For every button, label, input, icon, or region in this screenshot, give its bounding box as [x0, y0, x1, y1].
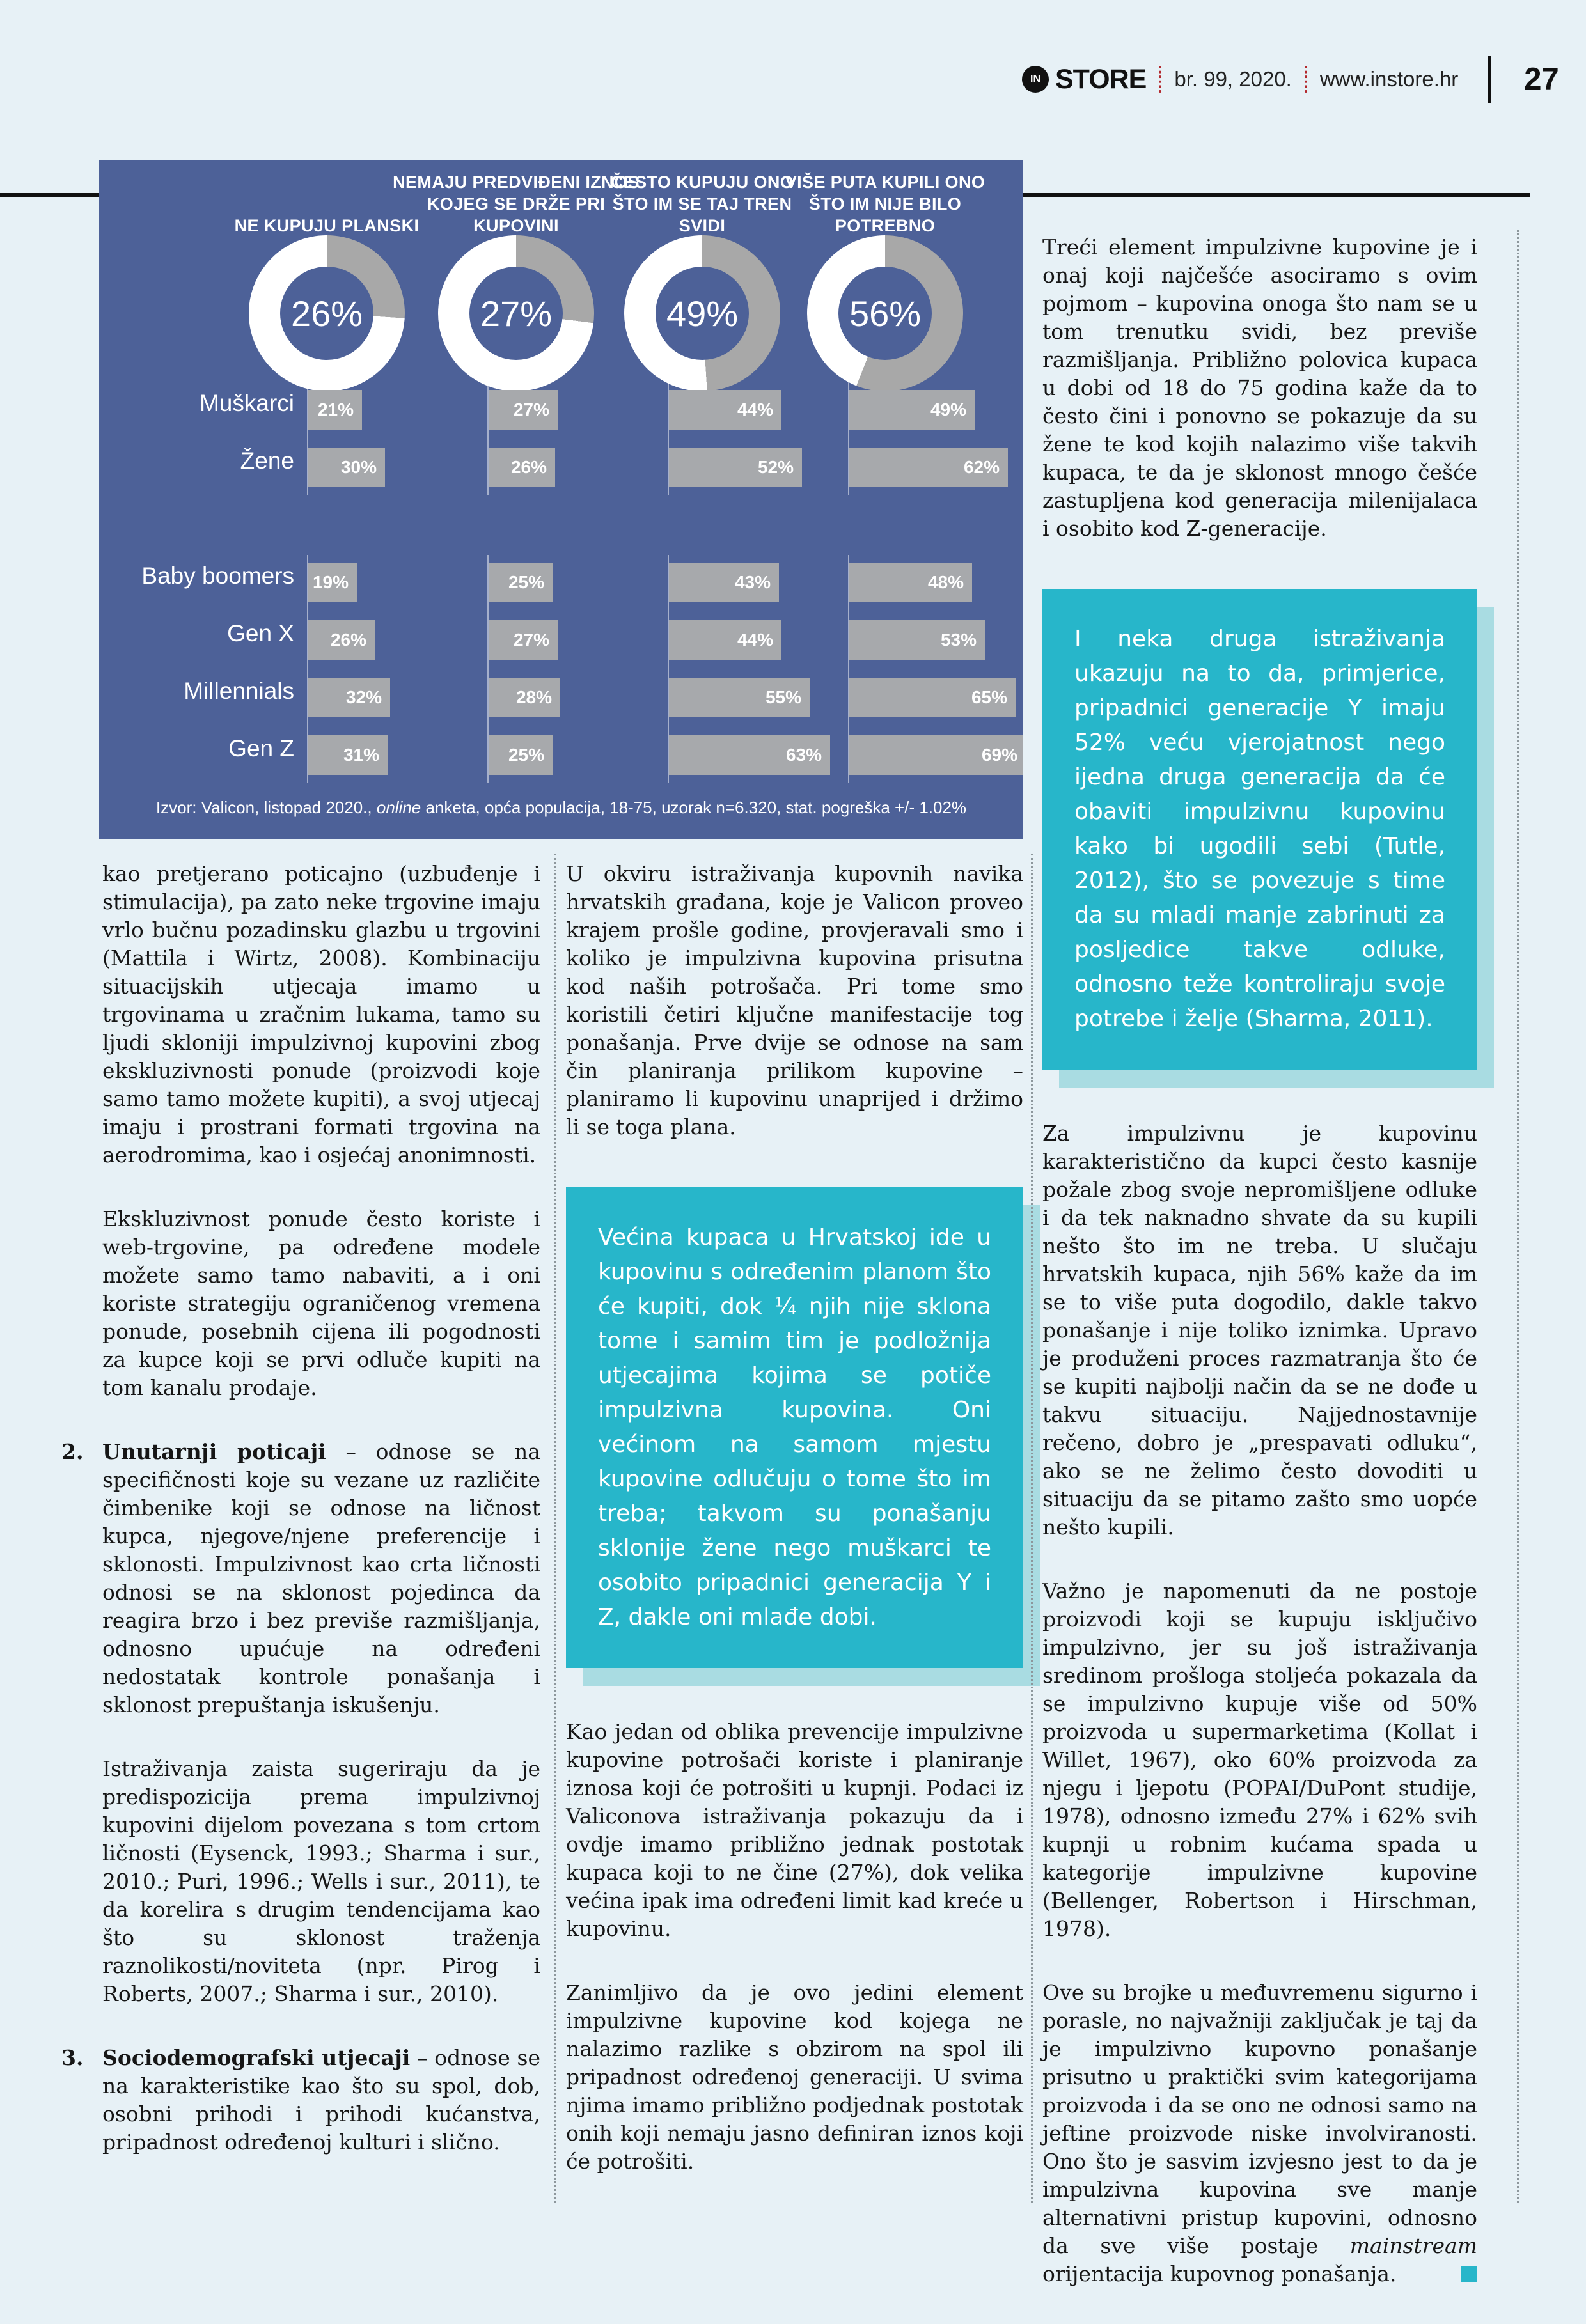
donut-chart	[807, 235, 963, 391]
text-segment: – odnose se na specifičnosti koje su vezane uz različite čimbenike koji se odnose na ličnost kupca, njegove/njene preferencije i sklonosti. Impulzivnost kao crta ličnosti odnosi se na sklonost pojedinca da reagira brzo i bez previše razmišljanja, odnosno upućuje na određeni nedostatak kontrole ponašanja i sklonost prepuštanja iskušenju.	[102, 1439, 540, 1717]
bar	[489, 735, 553, 775]
chart-panel	[99, 160, 1023, 839]
bar-value-label: 49%	[930, 400, 966, 419]
bar-value-label: 55%	[765, 687, 801, 707]
bar	[669, 735, 830, 775]
numbered-list-item	[61, 1438, 540, 1719]
chart-source-note	[99, 798, 1023, 818]
chart-row-label: Muškarci	[199, 390, 294, 416]
bar-value-label: 44%	[737, 400, 773, 419]
bar	[489, 390, 558, 430]
paragraph	[102, 1205, 540, 1402]
highlight-box	[566, 1187, 1023, 1668]
donut-value-label: 56%	[849, 293, 922, 334]
page-header	[1022, 54, 1559, 105]
donut-chart	[624, 235, 780, 391]
paragraph	[102, 1755, 540, 2008]
bar	[489, 448, 555, 487]
header-dotted-divider	[1305, 66, 1307, 93]
text-segment: Za impulzivnu je kupovinu karakteristično da kupci često kasnije požale zbog svoje nepromišljene odluke i da tek naknadno shvate da su kupili nešto što im ne treba. U slučaju hrvatskih kupaca, njih 56% kaže da im se to više puta dogodilo, dakle takvo ponašanje i nije toliko iznimka. Upravo je produženi proces razmatranja što će se kupiti najbolji način da se ne dođe u takvu situaciju. Najjednostavnije rečeno, dobro je „prespavati odluku“, ako se ne želimo često dovoditi u situaciju da se pitamo zašto smo uopće nešto kupili.	[1042, 1121, 1477, 1540]
column-divider	[1031, 854, 1033, 2203]
header-vertical-rule	[1488, 56, 1491, 103]
chart-row-label: Gen Z	[228, 735, 294, 761]
bar-value-label: 25%	[508, 745, 544, 765]
bar-value-label: 26%	[330, 630, 366, 650]
bar	[669, 620, 781, 660]
bar-value-label: 32%	[345, 687, 382, 707]
bar	[489, 678, 560, 717]
list-number: 2.	[61, 1439, 84, 1464]
article-column-right	[1042, 233, 1477, 2324]
bar-value-label: 44%	[737, 630, 773, 650]
chart-column-header: VIŠE PUTA KUPILI ONO ŠTO IM NIJE BILO POTREBNO	[785, 173, 985, 235]
numbered-list-item	[61, 2044, 540, 2156]
bar	[669, 678, 810, 717]
donut-value-label: 49%	[666, 293, 739, 334]
article-column-middle	[566, 860, 1023, 2211]
bar-value-label: 69%	[981, 745, 1017, 765]
chart-column-header: ČESTO KUPUJU ONO ŠTO IM SE TAJ TREN SVIDI	[610, 173, 794, 235]
text-segment: U okviru istraživanja kupovnih navika hrvatskih građana, koje je Valicon proveo krajem prošle godine, provjeravali smo i koliko je impulzivna kupovina prisutna kod naših potrošača. Pri tome smo koristili četiri ključne manifestacije tog ponašanja. Prve dvije se odnose na sam čin planiranja prilikom kupovine – planiramo li kupovinu unaprijed i držimo li se toga plana.	[566, 861, 1023, 1139]
donut-value-label: 26%	[290, 293, 363, 334]
paragraph	[566, 860, 1023, 1141]
bar	[849, 620, 985, 660]
bar	[669, 563, 779, 602]
header-dotted-divider	[1159, 66, 1161, 93]
bar	[849, 448, 1008, 487]
paragraph	[1042, 1979, 1477, 2288]
text-segment: Sociodemografski utjecaji	[102, 2045, 411, 2070]
instore-logo-icon	[1022, 66, 1049, 93]
column-divider	[1517, 230, 1519, 2203]
column-divider	[554, 854, 556, 2203]
text-segment: Kao jedan od oblika prevencije impulzivne kupovine potrošači koriste i planiranje iznosa koji će potrošiti u kupnji. Podaci iz Valiconova istraživanja pokazuju da i ovdje imamo približno jednak postotak kupaca koji to ne čine (27%), dok velika većina ipak ima određeni limit kad kreće u kupovinu.	[566, 1719, 1023, 1941]
bar	[669, 390, 781, 430]
donut-value-label: 27%	[480, 293, 553, 334]
text-segment: mainstream	[1349, 2233, 1477, 2258]
text-segment: Važno je napomenuti da ne postoje proizvodi koji se kupuju isključivo impulzivno, jer su još istraživanja sredinom prošloga stoljeća pokazala da se impulzivno kupuje više od 50% proizvoda u supermarketima (Kollat i Willet, 1967), oko 60% proizvoda za njegu i ljepotu (POPAI/DuPont studije, 1978), odnosno između 27% i 62% svih kupnji u robnim kućama spada u kategorije impulzivne kupovine (Bellenger, Robertson i Hirschman, 1978).	[1042, 1579, 1477, 1941]
text-segment: – odnose se na karakteristike kao što su spol, dob, osobni prihodi i prihodi kućanstva, pripadnost određenoj kulturi i slično.	[102, 2045, 540, 2155]
text-segment: Zanimljivo da je ovo jedini element impulzivne kupovine kod kojega ne nalazimo razlike s obzirom na spol ili pripadnost određenoj generaciji. U svima njima imamo približno podjednak postotak onih koji nemaju jasno definiran iznos koji će potrošiti.	[566, 1980, 1023, 2174]
text-segment: kao pretjerano poticajno (uzbuđenje i stimulacija), pa zato neke trgovine imaju vrlo bučnu pozadinsku glazbu u trgovini (Mattila i Wirtz, 2008). Kombinaciju situacijskih utjecaja imamo u trgovinama u zračnim lukama, tamo su ljudi skloniji impulzivnoj kupovini zbog ekskluzivnosti ponude (proizvodi koje samo tamo možete kupiti), a svoj utjecaj imaju i prostrani formati trgovina na aerodromima, kao i osjećaj anonimnosti.	[102, 861, 540, 1167]
text-segment: Izvor: Valicon, listopad 2020.,	[155, 798, 377, 817]
donut-chart	[249, 235, 405, 391]
bar-value-label: 27%	[513, 400, 549, 419]
text-segment: Treći element impulzivne kupovine je i onaj koji najčešće asociramo s ovim pojmom – kupovina onoga što nam se u tom trenutku svidi, bez previše razmišljanja. Približno polovica kupaca u dobi od 18 do 75 godina kaže da to često čini i ponovno se pokazuje da su žene te kod kojih nalazimo više takvih kupaca, te da je sklonost mnogo češće zastupljena kod generacija milenijalaca i osobito kod Z-generacije.	[1042, 235, 1477, 541]
bar	[849, 390, 975, 430]
bar-value-label: 27%	[513, 630, 549, 650]
bar-value-label: 21%	[317, 400, 354, 419]
bar-value-label: 53%	[940, 630, 977, 650]
bar	[849, 678, 1016, 717]
bar	[669, 448, 802, 487]
bar-value-label: 26%	[510, 457, 547, 477]
bar-value-label: 65%	[971, 687, 1007, 707]
text-segment: Ekskluzivnost ponude često koriste i web-trgovine, pa određene modele možete samo tamo nabaviti, a i oni koriste strategiju ograničenog vremena ponude, posebnih cijena ili pogodnosti za kupce koji se prvi odluče kupiti na tom kanalu prodaje.	[102, 1206, 540, 1400]
bar-value-label: 25%	[508, 572, 544, 592]
text-segment: Istraživanja zaista sugeriraju da je predispozicija prema impulzivnoj kupovini dijelom povezana s tom crtom ličnosti (Eysenck, 1993.; Sharma i sur., 2010.; Puri, 1996.; Wells i sur., 2011), te da korelira s drugim tendencijama kao što su sklonost traženja raznolikosti/noviteta (npr. Pirog i Roberts, 2007.; Sharma i sur., 2010).	[102, 1756, 540, 2006]
chart-row-label: Žene	[240, 448, 294, 474]
website-url: www.instore.hr	[1319, 67, 1459, 91]
text-segment: orijentacija kupovnog ponašanja.	[1042, 2261, 1397, 2286]
chart-row-label: Millennials	[184, 678, 294, 704]
chart-column-header: NE KUPUJU PLANSKI	[234, 216, 420, 235]
bar	[489, 620, 558, 660]
bar	[308, 448, 385, 487]
end-of-article-marker-icon	[1461, 2266, 1477, 2282]
logo-in-text: IN	[1030, 74, 1040, 84]
bar-value-label: 48%	[927, 572, 964, 592]
bar	[849, 735, 1023, 775]
text-segment: I neka druga istraživanja ukazuju na to da, primjerice, pripadnici generacije Y imaju 52% veću vjerojatnost nego ijedna druga generacija da će obaviti impulzivnu kupovinu kako bi ugodili sebi (Tutle, 2012), što se povezuje s time da su mladi manje zabrinuti za posljedice takve odluke, odnosno teže kontroliraju svoje potrebe i želje (Sharma, 2011).	[1074, 626, 1445, 1032]
bar	[849, 563, 972, 602]
chart-row-label: Gen X	[227, 620, 294, 646]
bar-value-label: 52%	[757, 457, 794, 477]
bar	[308, 620, 375, 660]
paragraph	[566, 1979, 1023, 2176]
text-segment: anketa, opća populacija, 18-75, uzorak n=6.320, stat. pogreška +/- 1.02%	[421, 798, 967, 817]
text-segment: online	[376, 798, 421, 817]
issue-number: br. 99, 2020.	[1174, 67, 1292, 91]
paragraph	[1042, 1577, 1477, 1943]
page-number: 27	[1524, 62, 1559, 97]
text-segment: Većina kupaca u Hrvatskoj ide u kupovinu s određenim planom što će kupiti, dok ¼ njih nije sklona tome i samim tim je podložnija utjecajima kojima se potiče impulzivna kupovina. Oni većinom na samom mjestu kupovine odlučuju o tome što im treba; takvom su ponašanju sklonije žene nego muškarci te osobito pripadnici generacija Y i Z, dakle oni mlađe dobi.	[598, 1224, 991, 1630]
donut-chart	[438, 235, 594, 391]
paragraph	[1042, 233, 1477, 543]
bar-value-label: 63%	[785, 745, 822, 765]
bar	[489, 563, 553, 602]
bar	[308, 390, 362, 430]
magazine-logo: STORE	[1055, 63, 1147, 95]
bar-value-label: 62%	[963, 457, 1000, 477]
chart-row-label: Baby boomers	[141, 563, 294, 589]
chart-column-header: NEMAJU PREDVIĐENI IZNOS KOJEG SE DRŽE PRI KUPOVINI	[393, 173, 640, 235]
bar-value-label: 19%	[312, 572, 349, 592]
paragraph	[566, 1718, 1023, 1943]
bar-value-label: 43%	[734, 572, 771, 592]
list-number: 3.	[61, 2045, 84, 2070]
bar	[308, 678, 390, 717]
article-column-left	[61, 860, 540, 2192]
bar-value-label: 30%	[340, 457, 377, 477]
text-segment: Ove su brojke u međuvremenu sigurno i porasle, no najvažniji zaključak je taj da je impulzivno kupovno ponašanje prisutno u praktički svim kategorijama proizvoda i da se ono ne odnosi samo na jeftine proizvode niske involviranosti. Ono što je sasvim izvjesno jest to da je impulzivna kupovina sve manje alternativni pristup kupovini, odnosno da sve više postaje	[1042, 1980, 1477, 2258]
text-segment: Unutarnji poticaji	[102, 1439, 326, 1464]
paragraph	[102, 860, 540, 1169]
bar	[308, 563, 357, 602]
highlight-box	[1042, 589, 1477, 1070]
bar	[308, 735, 388, 775]
bar-value-label: 31%	[343, 745, 379, 765]
bar-value-label: 28%	[515, 687, 552, 707]
paragraph	[1042, 1119, 1477, 1541]
